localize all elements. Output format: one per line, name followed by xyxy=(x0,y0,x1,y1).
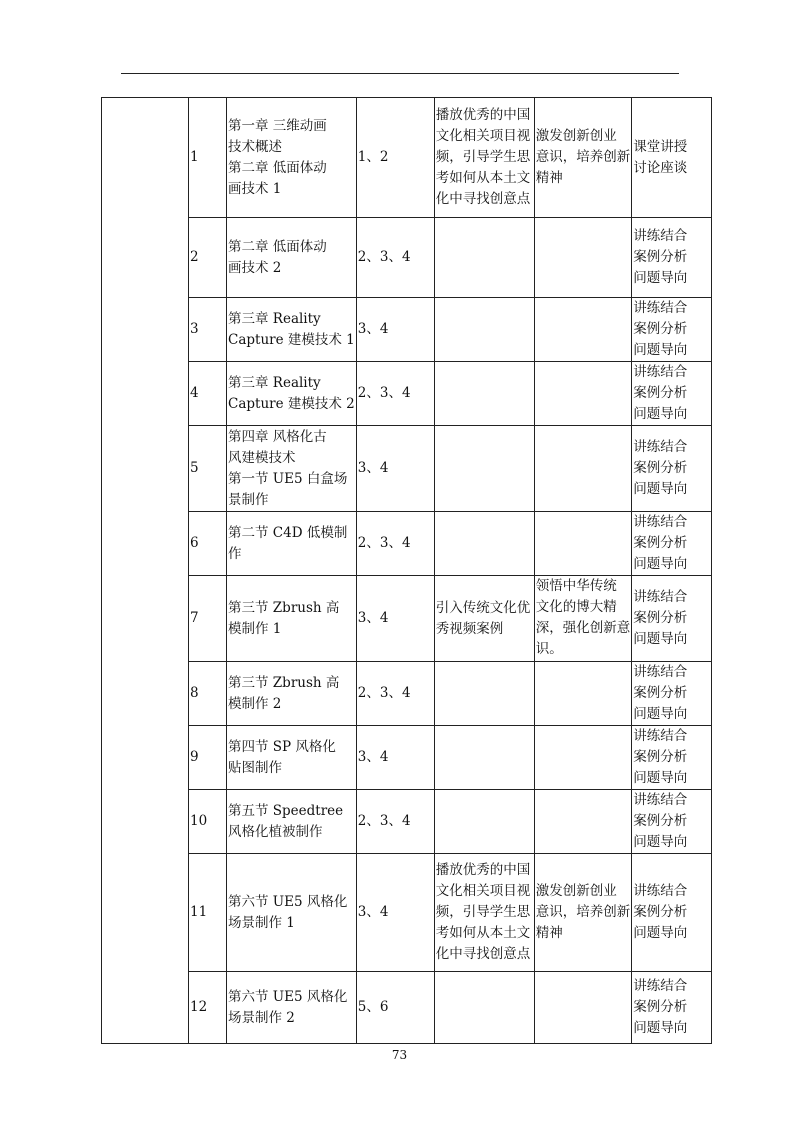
ideology-goals xyxy=(534,512,632,576)
course-schedule-table xyxy=(101,97,712,1044)
teaching-method-line: 问题导向 xyxy=(633,925,688,941)
teaching-content-line: 作 xyxy=(228,545,242,562)
course-objectives-text: 2、3、4 xyxy=(357,813,411,829)
teaching-method-line: 问题导向 xyxy=(633,406,688,422)
teaching-method-line: 问题导向 xyxy=(633,556,688,572)
teaching-method-line: 问题导向 xyxy=(633,834,688,850)
teaching-method-line: 问题导向 xyxy=(633,631,688,647)
teaching-content xyxy=(227,576,357,662)
ideology-resources-line: 引入传统文化优 xyxy=(435,599,531,616)
ideology-goals-line: 深，强化创新意 xyxy=(535,620,631,636)
teaching-method-line: 案例分析 xyxy=(633,535,688,551)
teaching-method-line: 讨论座谈 xyxy=(633,159,688,176)
teaching-method-line: 案例分析 xyxy=(633,685,688,701)
teaching-content xyxy=(227,98,357,218)
ideology-resources-line: 播放优秀的中国 xyxy=(435,107,531,123)
teaching-method xyxy=(632,576,712,662)
teaching-content-line: 第四章 风格化古 xyxy=(228,428,327,445)
ideology-resources xyxy=(434,362,534,426)
course-objectives xyxy=(356,972,434,1044)
table-row xyxy=(102,790,712,854)
ideology-resources-line: 考如何从本土文 xyxy=(435,170,531,186)
teaching-content-line: 第一节 UE5 白盒场 xyxy=(228,470,348,487)
teaching-method-line: 案例分析 xyxy=(633,904,688,920)
session-number xyxy=(189,362,227,426)
session-number-text: 11 xyxy=(190,904,208,920)
teaching-method xyxy=(632,298,712,362)
teaching-content xyxy=(227,972,357,1044)
course-objectives xyxy=(356,726,434,790)
table-row xyxy=(102,218,712,298)
session-number-text: 4 xyxy=(190,385,199,401)
ideology-goals-line: 意识，培养创新 xyxy=(535,149,631,165)
ideology-goals-line: 识。 xyxy=(535,641,563,657)
course-objectives-text: 3、4 xyxy=(357,460,389,476)
ideology-resources xyxy=(434,298,534,362)
teaching-content-line: 第二章 低面体动 xyxy=(228,159,327,176)
teaching-method-line: 讲练结合 xyxy=(633,364,688,380)
teaching-content-line: 模制作 2 xyxy=(228,695,282,712)
course-objectives xyxy=(356,298,434,362)
session-number xyxy=(189,790,227,854)
teaching-method xyxy=(632,362,712,426)
teaching-content-line: 第四节 SP 风格化 xyxy=(228,738,336,755)
session-number xyxy=(189,512,227,576)
teaching-content-line: 第三节 Zbrush 高 xyxy=(228,674,340,691)
teaching-content-line: 第二节 C4D 低模制 xyxy=(228,524,348,541)
teaching-content-line: 技术概述 xyxy=(228,138,282,155)
course-objectives-text: 3、4 xyxy=(357,749,389,765)
teaching-content-line: Capture 建模技术 1 xyxy=(228,331,355,348)
course-objectives-text: 2、3、4 xyxy=(357,385,411,401)
session-number xyxy=(189,218,227,298)
teaching-method-line: 讲练结合 xyxy=(633,664,688,680)
teaching-method-line: 问题导向 xyxy=(633,706,688,722)
ideology-resources-line: 播放优秀的中国 xyxy=(435,862,531,878)
ideology-resources xyxy=(434,662,534,726)
table-row xyxy=(102,362,712,426)
ideology-goals xyxy=(534,426,632,512)
teaching-content-line: 第三节 Zbrush 高 xyxy=(228,599,340,616)
teaching-method xyxy=(632,426,712,512)
ideology-goals-line: 意识，培养创新 xyxy=(535,904,631,920)
table-row xyxy=(102,576,712,662)
teaching-method-line: 课堂讲授 xyxy=(633,138,688,155)
teaching-method-line: 问题导向 xyxy=(633,1020,688,1036)
table-row xyxy=(102,662,712,726)
teaching-method-line: 讲练结合 xyxy=(633,228,688,244)
teaching-content-line: 画技术 1 xyxy=(228,180,282,197)
teaching-method-line: 讲练结合 xyxy=(633,728,688,744)
teaching-content-line: 贴图制作 xyxy=(228,759,282,776)
course-objectives-text: 3、4 xyxy=(357,904,389,920)
teaching-content xyxy=(227,298,357,362)
course-objectives-text: 3、4 xyxy=(357,610,389,626)
course-objectives-text: 5、6 xyxy=(357,999,389,1015)
teaching-content-line: 景制作 xyxy=(228,491,269,508)
ideology-goals xyxy=(534,726,632,790)
session-number-text: 8 xyxy=(190,685,199,701)
ideology-goals xyxy=(534,98,632,218)
table-row xyxy=(102,512,712,576)
session-number-text: 10 xyxy=(190,813,208,829)
teaching-method xyxy=(632,512,712,576)
ideology-goals xyxy=(534,972,632,1044)
teaching-method-line: 问题导向 xyxy=(633,770,688,786)
teaching-method-line: 讲练结合 xyxy=(633,300,688,316)
teaching-content-line: 第三章 Reality xyxy=(228,310,321,327)
teaching-content-line: 画技术 2 xyxy=(228,259,282,276)
ideology-goals-line: 领悟中华传统 xyxy=(535,578,617,594)
teaching-method-line: 讲练结合 xyxy=(633,883,688,899)
teaching-content xyxy=(227,426,357,512)
course-objectives xyxy=(356,98,434,218)
teaching-method xyxy=(632,854,712,972)
session-number-text: 6 xyxy=(190,535,199,551)
merged-first-column-cell xyxy=(102,98,189,1044)
teaching-content xyxy=(227,218,357,298)
teaching-method-line: 问题导向 xyxy=(633,342,688,358)
ideology-resources xyxy=(434,726,534,790)
ideology-goals-line: 精神 xyxy=(535,170,563,186)
ideology-resources xyxy=(434,854,534,972)
course-objectives xyxy=(356,512,434,576)
teaching-method-line: 案例分析 xyxy=(633,999,688,1015)
session-number-text: 5 xyxy=(190,460,199,476)
teaching-method-line: 案例分析 xyxy=(633,813,688,829)
table-row xyxy=(102,854,712,972)
session-number xyxy=(189,426,227,512)
ideology-goals-line: 激发创新创业 xyxy=(535,883,617,899)
course-objectives-text: 2、3、4 xyxy=(357,535,411,551)
ideology-resources xyxy=(434,218,534,298)
course-objectives xyxy=(356,790,434,854)
session-number xyxy=(189,98,227,218)
table-row xyxy=(102,98,712,218)
teaching-content xyxy=(227,790,357,854)
session-number xyxy=(189,298,227,362)
teaching-method-line: 案例分析 xyxy=(633,385,688,401)
teaching-content-line: 场景制作 2 xyxy=(228,1009,295,1026)
teaching-method xyxy=(632,98,712,218)
ideology-goals-line: 文化的博大精 xyxy=(535,599,617,615)
ideology-resources-line: 文化相关项目视 xyxy=(435,883,531,899)
session-number-text: 12 xyxy=(190,999,208,1015)
table-row xyxy=(102,426,712,512)
teaching-content-line: 第二章 低面体动 xyxy=(228,238,327,255)
ideology-resources xyxy=(434,972,534,1044)
teaching-method-line: 案例分析 xyxy=(633,321,688,337)
teaching-content-line: 第六节 UE5 风格化 xyxy=(228,893,348,910)
table-row xyxy=(102,726,712,790)
teaching-content-line: 场景制作 1 xyxy=(228,914,295,931)
ideology-resources-line: 频，引导学生思 xyxy=(435,904,531,920)
session-number-text: 2 xyxy=(190,249,199,265)
teaching-content xyxy=(227,662,357,726)
session-number xyxy=(189,726,227,790)
session-number-text: 9 xyxy=(190,749,199,765)
teaching-method xyxy=(632,662,712,726)
ideology-goals xyxy=(534,576,632,662)
teaching-content xyxy=(227,512,357,576)
teaching-content-line: 第六节 UE5 风格化 xyxy=(228,988,348,1005)
course-objectives-text: 1、2 xyxy=(357,149,389,165)
teaching-content-line: 风建模技术 xyxy=(228,449,296,466)
header-rule xyxy=(121,73,679,74)
session-number xyxy=(189,854,227,972)
ideology-goals xyxy=(534,662,632,726)
ideology-goals xyxy=(534,362,632,426)
course-objectives xyxy=(356,426,434,512)
course-objectives xyxy=(356,362,434,426)
ideology-resources xyxy=(434,790,534,854)
teaching-method-line: 问题导向 xyxy=(633,481,688,497)
course-objectives xyxy=(356,662,434,726)
course-objectives xyxy=(356,854,434,972)
session-number xyxy=(189,662,227,726)
teaching-content xyxy=(227,854,357,972)
ideology-resources-line: 化中寻找创意点 xyxy=(435,946,531,962)
session-number-text: 3 xyxy=(190,321,199,337)
ideology-resources xyxy=(434,426,534,512)
page-number: 73 xyxy=(391,1048,408,1062)
ideology-resources-line: 文化相关项目视 xyxy=(435,128,531,144)
teaching-method-line: 讲练结合 xyxy=(633,792,688,808)
session-number xyxy=(189,576,227,662)
ideology-resources-line: 化中寻找创意点 xyxy=(435,191,531,207)
teaching-method-line: 讲练结合 xyxy=(633,439,688,455)
ideology-resources xyxy=(434,576,534,662)
ideology-resources-line: 秀视频案例 xyxy=(435,620,504,637)
ideology-resources xyxy=(434,512,534,576)
teaching-content xyxy=(227,362,357,426)
ideology-goals xyxy=(534,218,632,298)
course-objectives-text: 2、3、4 xyxy=(357,249,411,265)
teaching-content-line: 第一章 三维动画 xyxy=(228,117,327,134)
teaching-method-line: 讲练结合 xyxy=(633,978,688,994)
teaching-method xyxy=(632,218,712,298)
session-number-text: 7 xyxy=(190,610,199,626)
teaching-content-line: 第五节 Speedtree xyxy=(228,802,344,819)
teaching-content-line: 模制作 1 xyxy=(228,620,282,637)
session-number xyxy=(189,972,227,1044)
ideology-goals-line: 激发创新创业 xyxy=(535,128,617,144)
ideology-goals xyxy=(534,854,632,972)
teaching-method xyxy=(632,972,712,1044)
teaching-method xyxy=(632,790,712,854)
teaching-method-line: 问题导向 xyxy=(633,270,688,286)
teaching-content-line: Capture 建模技术 2 xyxy=(228,395,355,412)
ideology-goals-line: 精神 xyxy=(535,925,563,941)
ideology-goals xyxy=(534,790,632,854)
ideology-resources xyxy=(434,98,534,218)
ideology-goals xyxy=(534,298,632,362)
teaching-content xyxy=(227,726,357,790)
course-objectives-text: 3、4 xyxy=(357,321,389,337)
course-objectives-text: 2、3、4 xyxy=(357,685,411,701)
session-number-text: 1 xyxy=(190,149,199,165)
teaching-content-line: 风格化植被制作 xyxy=(228,823,323,840)
table-row xyxy=(102,298,712,362)
teaching-method xyxy=(632,726,712,790)
teaching-method-line: 讲练结合 xyxy=(633,514,688,530)
teaching-method-line: 讲练结合 xyxy=(633,589,688,605)
ideology-resources-line: 考如何从本土文 xyxy=(435,925,531,941)
teaching-method-line: 案例分析 xyxy=(633,460,688,476)
course-objectives xyxy=(356,218,434,298)
teaching-method-line: 案例分析 xyxy=(633,610,688,626)
table-row xyxy=(102,972,712,1044)
ideology-resources-line: 频，引导学生思 xyxy=(435,149,531,165)
teaching-method-line: 案例分析 xyxy=(633,749,688,765)
course-objectives xyxy=(356,576,434,662)
teaching-content-line: 第三章 Reality xyxy=(228,374,321,391)
teaching-method-line: 案例分析 xyxy=(633,249,688,265)
